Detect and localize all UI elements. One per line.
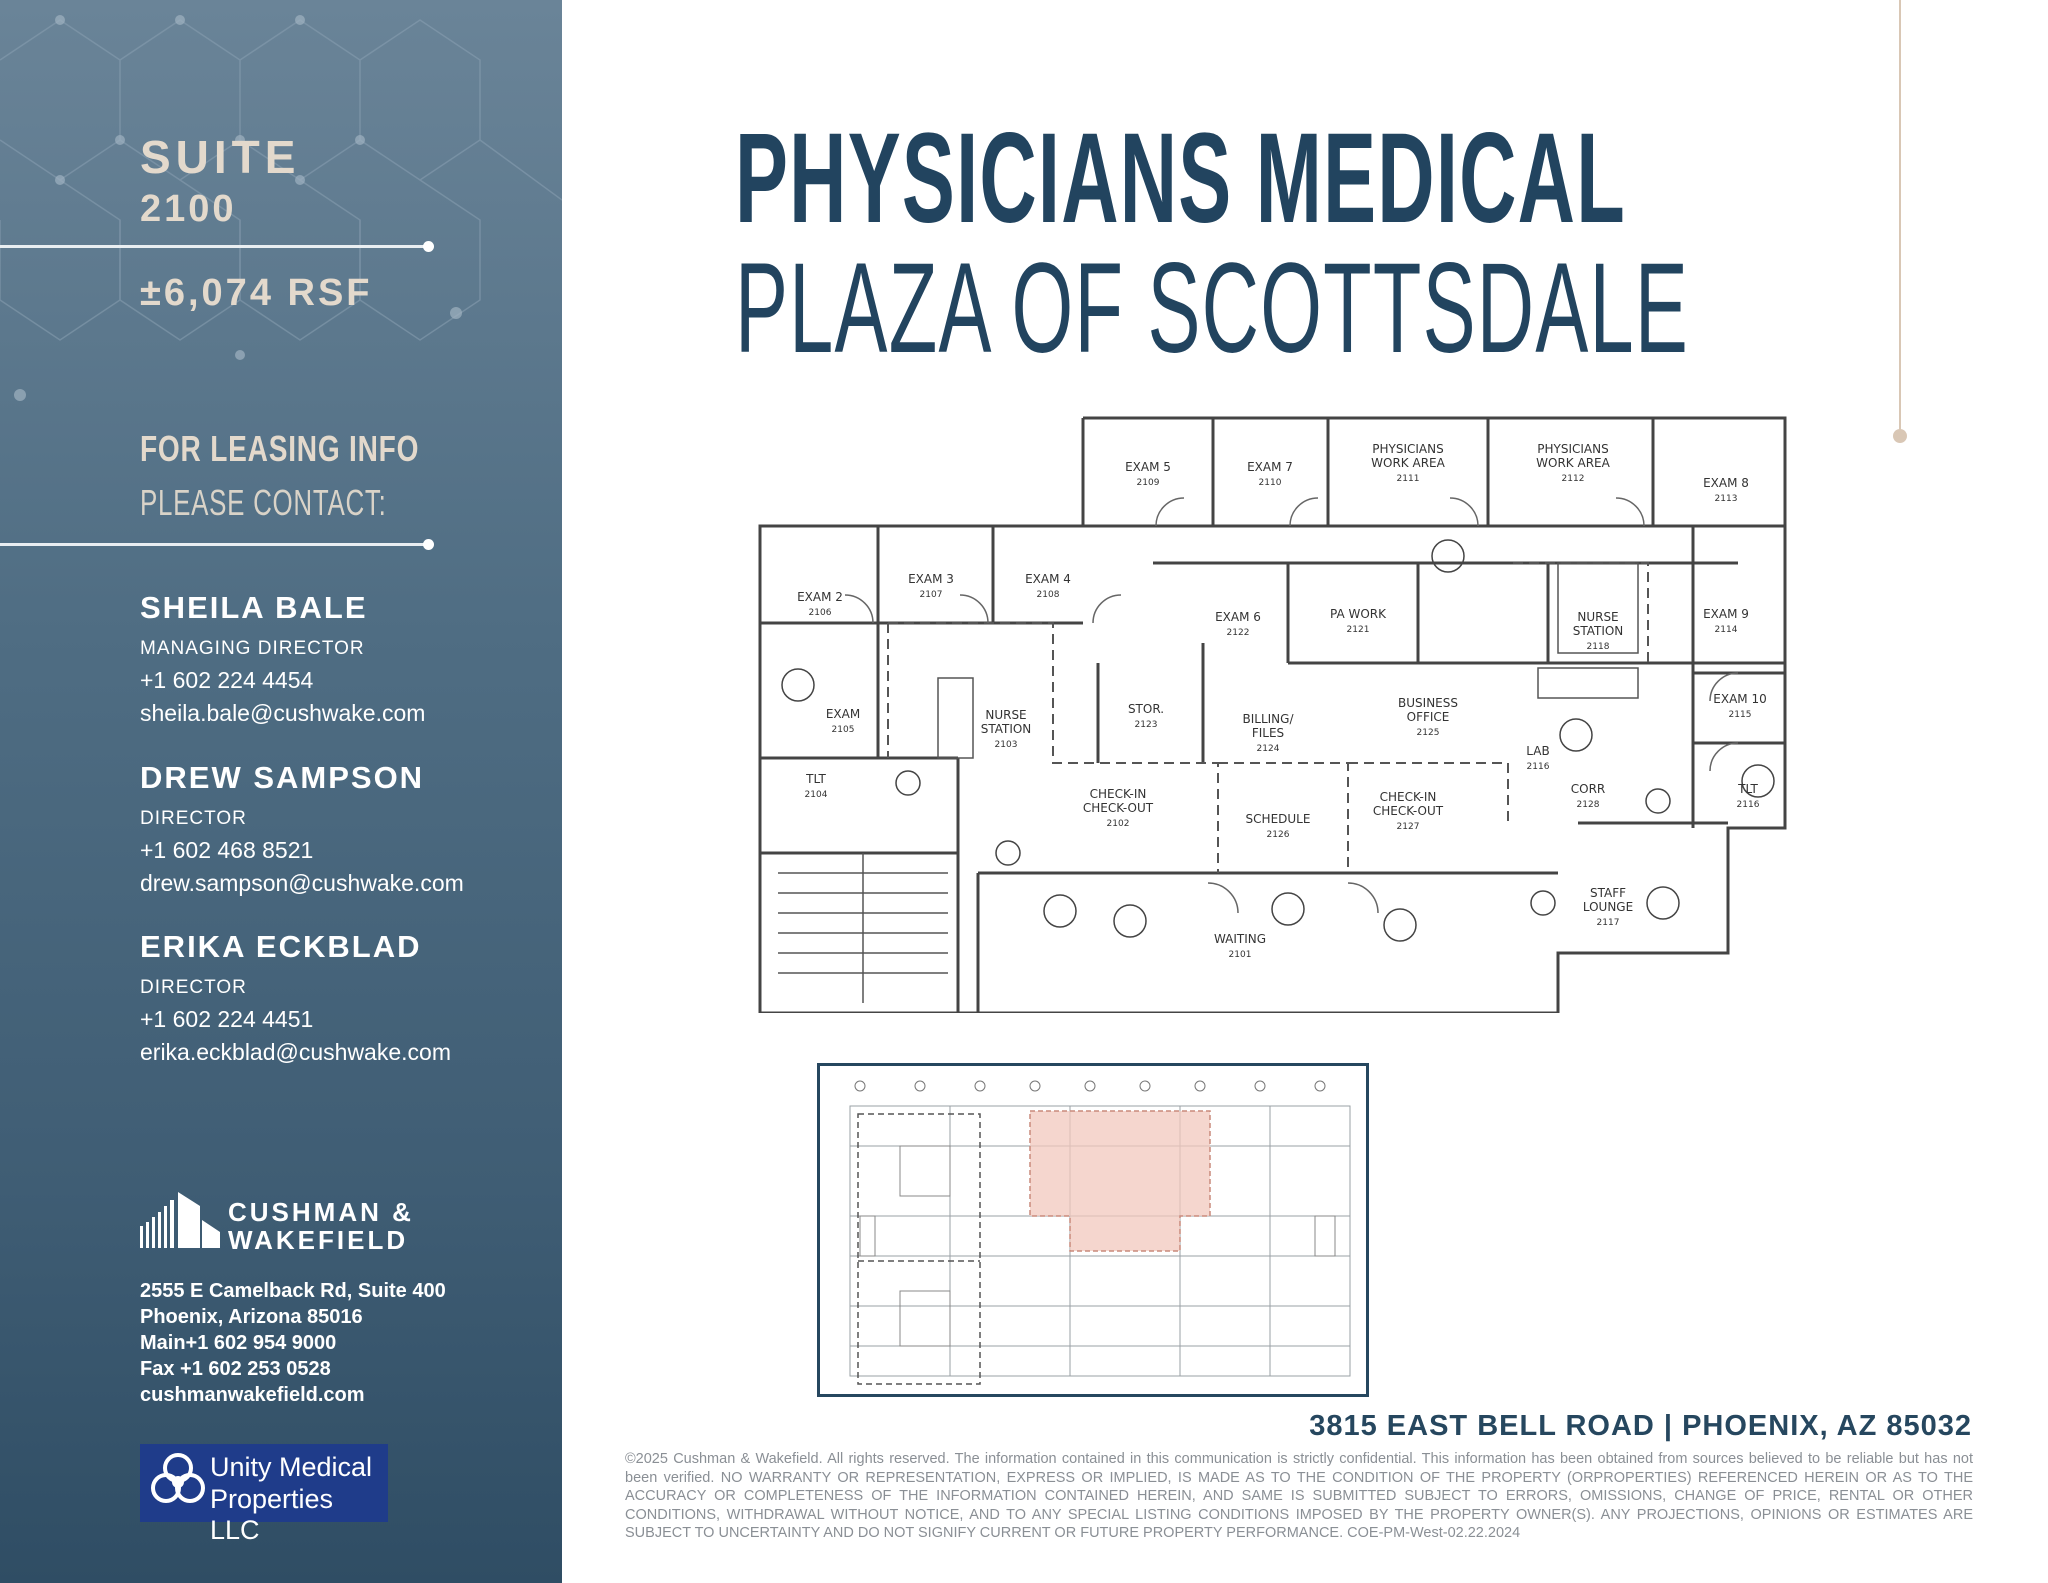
room-label: NURSE (1577, 610, 1619, 624)
room-number: 2124 (1256, 744, 1280, 754)
room-number: 2104 (804, 790, 828, 800)
room-number: 2113 (1714, 494, 1738, 504)
room-number: 2122 (1226, 628, 1250, 638)
room-label: CORR (1570, 782, 1606, 796)
room-number: 2128 (1576, 800, 1600, 810)
room-number: 2101 (1228, 950, 1252, 960)
contact-phone[interactable]: +1 602 468 8521 (140, 837, 314, 863)
room-label: EXAM (825, 707, 861, 721)
room-label: STOR. (1127, 702, 1165, 716)
cushman-wakefield-logo-icon (140, 1192, 220, 1248)
divider (0, 245, 428, 248)
key-plan (817, 1063, 1369, 1397)
room-number: 2111 (1396, 474, 1420, 484)
room-number: 2109 (1136, 478, 1160, 488)
room-number: 2116 (1526, 762, 1550, 772)
room-number: 2112 (1561, 474, 1585, 484)
suite-label: SUITE (140, 131, 301, 183)
room-number: 2127 (1396, 822, 1420, 832)
room-number: 2103 (994, 740, 1018, 750)
room-label: STATION (980, 722, 1032, 736)
leasing-subheading: PLEASE CONTACT: (140, 482, 387, 523)
decorative-dot (1893, 429, 1907, 443)
decorative-line (1899, 0, 1901, 430)
room-label: EXAM 8 (1703, 476, 1749, 490)
property-address: 3815 EAST BELL ROAD | PHOENIX, AZ 85032 (1309, 1410, 1972, 1442)
room-label: WORK AREA (1536, 456, 1610, 470)
contact-phone[interactable]: +1 602 224 4454 (140, 667, 314, 693)
room-number: 2105 (831, 725, 855, 735)
room-label: BUSINESS (1398, 696, 1458, 710)
room-label: CHECK-OUT (1082, 801, 1154, 815)
contact-name: ERIKA ECKBLAD (140, 929, 422, 964)
sidebar (0, 0, 562, 1583)
room-label: NURSE (985, 708, 1027, 722)
room-label: TLT (1738, 782, 1758, 796)
key-plan-drawing (820, 1066, 1366, 1394)
rentable-square-feet: ±6,074 RSF (140, 272, 373, 314)
contact-phone[interactable]: +1 602 224 4451 (140, 1006, 314, 1032)
room-label: CHECK-IN (1379, 790, 1437, 804)
contact-title: DIRECTOR (140, 808, 247, 829)
room-number: 2110 (1258, 478, 1282, 488)
contact-email[interactable]: drew.sampson@cushwake.com (140, 870, 464, 896)
room-label: EXAM 9 (1703, 607, 1749, 621)
room-label: EXAM 4 (1025, 572, 1071, 586)
page-title: PHYSICIANS MEDICAL (735, 107, 1626, 250)
room-number: 2107 (919, 590, 943, 600)
legal-disclaimer: ©2025 Cushman & Wakefield. All rights reserved. The information contained in this communication is strictly confidential. This information has been obtained from sources believed to be reliable but has not been verified. NO WARRANTY OR REPRESENTATION, EXPRESS OR IMPLIED, IS MADE AS TO THE CONDITION OF THE PROPERTY (ORPROPERTIES) REFERENCED HEREIN OR AS TO THE ACCURACY OR COMPLETENESS OF THE INFORMATION CONTAINED HEREIN, AND SAME IS SUBMITTED SUBJECT TO ERRORS, OMISSIONS, CHANGE OF PRICE, RENTAL OR OTHER CONDITIONS, WITHDRAWAL WITHOUT NOTICE, AND TO ANY SPECIAL LISTING CONDITIONS IMPOSED BY THE PROPERTY OWNER(S). ANY PROJECTIONS, OPINIONS OR ESTIMATES ARE SUBJECT TO UNCERTAINTY AND DO NOT SIGNIFY CURRENT OR FUTURE PROPERTY PERFORMANCE. COE-PM-West-02.22.2024 (625, 1451, 1973, 1541)
website-link[interactable]: cushmanwakefield.com (140, 1384, 365, 1406)
unity-emblem-icon (148, 1448, 208, 1518)
room-label: BILLING/ (1242, 712, 1294, 726)
page-subtitle: PLAZA OF SCOTTSDALE (735, 237, 1690, 380)
unity-medical-logo: Unity Medical Properties LLC (140, 1444, 388, 1522)
room-label: EXAM 5 (1125, 460, 1171, 474)
contact-name: DREW SAMPSON (140, 760, 425, 795)
room-label: CHECK-IN (1089, 787, 1147, 801)
room-label: PHYSICIANS (1372, 442, 1444, 456)
room-label: CHECK-OUT (1372, 804, 1444, 818)
room-label: STAFF (1589, 886, 1627, 900)
room-label: EXAM 3 (908, 572, 954, 586)
contact-name: SHEILA BALE (140, 590, 368, 625)
suite-number: 2100 (140, 188, 237, 230)
room-label: EXAM 2 (797, 590, 843, 604)
contact-email[interactable]: erika.eckblad@cushwake.com (140, 1039, 451, 1065)
room-label: WAITING (1213, 932, 1267, 946)
room-number: 2125 (1416, 728, 1440, 738)
room-number: 2117 (1596, 918, 1620, 928)
room-number: 2102 (1106, 819, 1130, 829)
contact-card (140, 929, 451, 1066)
contact-card (140, 590, 425, 727)
room-label: FILES (1251, 726, 1285, 740)
highlighted-suite-area (1030, 1111, 1210, 1251)
room-number: 2116 (1736, 800, 1760, 810)
room-label: PHYSICIANS (1537, 442, 1609, 456)
room-number: 2106 (808, 608, 832, 618)
room-number: 2115 (1728, 710, 1752, 720)
room-number: 2123 (1134, 720, 1158, 730)
room-label: EXAM 6 (1215, 610, 1261, 624)
leasing-heading: FOR LEASING INFO (140, 428, 420, 469)
room-number: 2118 (1586, 642, 1610, 652)
room-label: EXAM 7 (1247, 460, 1293, 474)
divider (0, 543, 428, 546)
contact-title: DIRECTOR (140, 977, 247, 998)
floor-plan-room-labels (797, 442, 1767, 960)
room-number: 2108 (1036, 590, 1060, 600)
room-number: 2114 (1714, 625, 1738, 635)
room-label: EXAM 10 (1713, 692, 1767, 706)
room-number: 2121 (1346, 625, 1370, 635)
contact-title: MANAGING DIRECTOR (140, 638, 365, 659)
room-label: SCHEDULE (1245, 812, 1311, 826)
office-address: 2555 E Camelback Rd, Suite 400 Phoenix, Arizona 85016 Main+1 602 954 9000 Fax +1 602 253 0528 cushmanwakefield.com (140, 1280, 446, 1406)
room-number: 2126 (1266, 830, 1290, 840)
contact-card (140, 760, 464, 897)
suite-floor-plan (748, 413, 1793, 1013)
room-label: STATION (1572, 624, 1624, 638)
room-label: WORK AREA (1371, 456, 1445, 470)
room-label: OFFICE (1406, 710, 1450, 724)
room-label: PA WORK (1329, 607, 1387, 621)
room-label: LOUNGE (1582, 900, 1634, 914)
brand-name: CUSHMAN & WAKEFIELD (228, 1197, 414, 1255)
contact-email[interactable]: sheila.bale@cushwake.com (140, 700, 426, 726)
room-label: LAB (1526, 744, 1550, 758)
room-label: TLT (806, 772, 826, 786)
